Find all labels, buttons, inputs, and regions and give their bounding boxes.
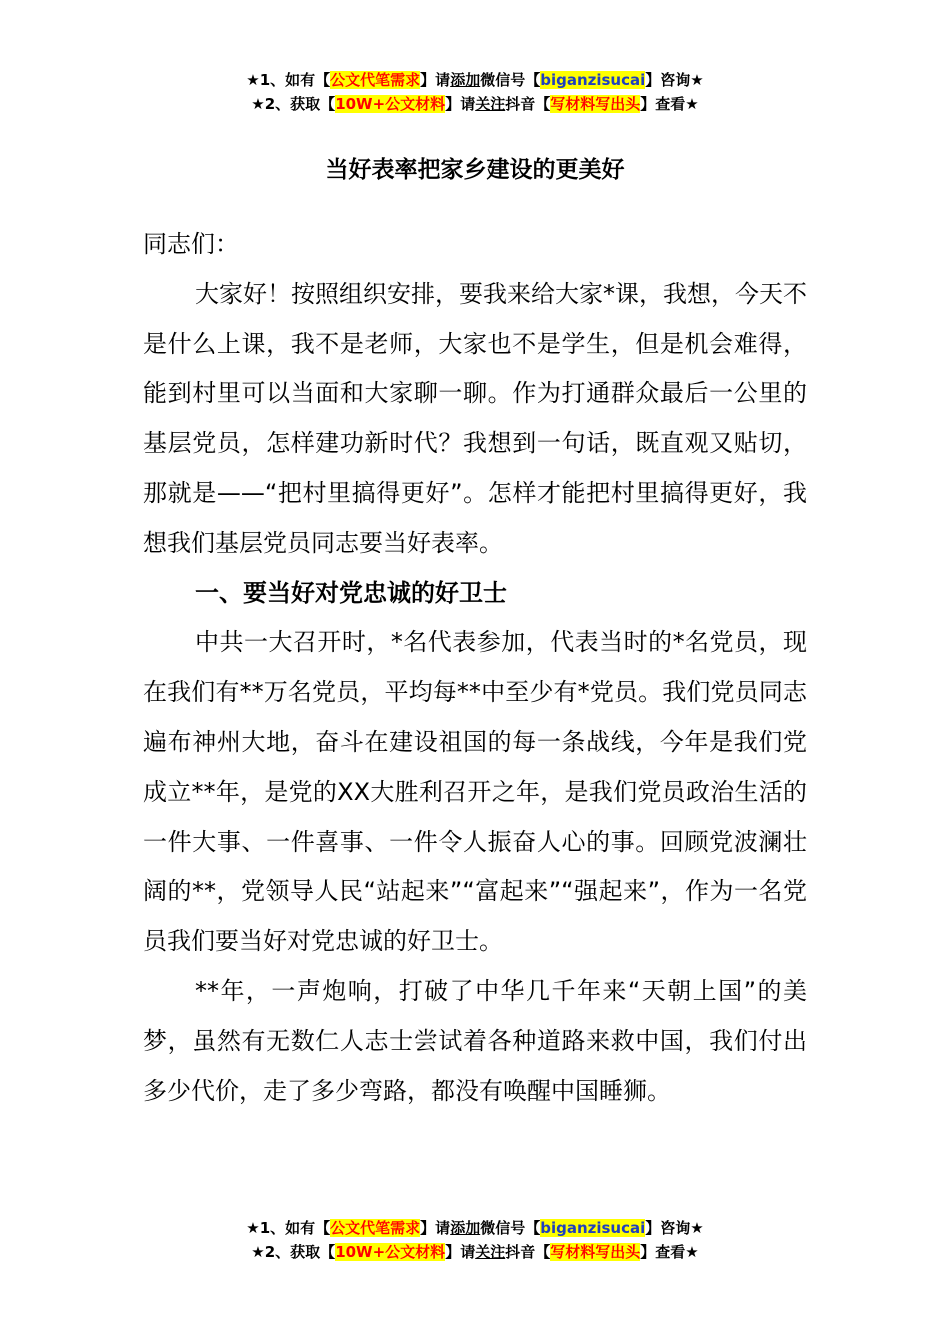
body-paragraph: **年，一声炮响，打破了中华几千年来“天朝上国”的美梦，虽然有无数仁人志士尝试着各种道路来救中国，我们付出多少代价，走了多少弯路，都没有唤醒中国睡狮。 [143,976,807,1105]
document-title: 当好表率把家乡建设的更美好 [325,157,625,183]
banner-text: 1、如有【 [259,1219,331,1237]
banner-line-1 [0,1216,950,1240]
banner-text: 1、如有【 [259,71,331,89]
banner-line-2 [0,1240,950,1264]
salutation: 同志们： [143,230,239,258]
star-icon: ★ [246,1219,260,1237]
banner-text: 2、获取【 [264,1243,336,1261]
banner-text: 抖音【 [505,1243,551,1261]
header-banner [0,68,950,116]
banner-text: 】请 [445,1243,476,1261]
banner-underlined-text: 添加 [450,71,481,89]
banner-text: 】查看★ [640,95,699,113]
star-icon: ★ [251,1243,265,1261]
body-paragraph: 中共一大召开时，*名代表参加，代表当时的*名党员，现在我们有**万名党员，平均每**中至少有*党员。我们党员同志遍布神州大地，奋斗在建设祖国的每一条战线，今年是我们党成立**年，是党的XX大胜利召开之年，是我们党员政治生活的一件大事、一件喜事、一件令人振奋人心的事。回顾党波澜壮阔的**，党领导人民“站起来”“富起来”“强起来”，作为一名党员我们要当好对党忠诚的好卫士。 [143,628,807,956]
banner-text: 】请 [420,1219,451,1237]
footer-banner [0,1216,950,1264]
wechat-id: biganzisucai [540,71,646,89]
banner-line-2 [0,92,950,116]
document-body [143,220,807,1116]
banner-text: 微信号【 [480,1219,541,1237]
star-icon: ★ [246,71,260,89]
section-heading: 一、要当好对党忠诚的好卫士 [195,578,507,607]
star-icon: ★ [251,95,265,113]
douyin-account: 写材料写出头 [550,95,641,113]
banner-text: 】查看★ [640,1243,699,1261]
highlight-service: 公文代笔需求 [330,1219,421,1237]
banner-underlined-text: 关注 [475,95,506,113]
banner-text: 】咨询★ [645,71,704,89]
banner-underlined-text: 添加 [450,1219,481,1237]
banner-text: 微信号【 [480,71,541,89]
banner-text: 2、获取【 [264,95,336,113]
banner-text: 】请 [420,71,451,89]
banner-underlined-text: 关注 [475,1243,506,1261]
banner-text: 抖音【 [505,95,551,113]
highlight-service: 公文代笔需求 [330,71,421,89]
highlight-materials: 10W+公文材料 [335,1243,446,1261]
body-paragraph: 大家好！按照组织安排，要我来给大家*课，我想，今天不是什么上课，我不是老师，大家也不是学生，但是机会难得，能到村里可以当面和大家聊一聊。作为打通群众最后一公里的基层党员，怎样建功新时代？我想到一句话，既直观又贴切，那就是——“把村里搞得更好”。怎样才能把村里搞得更好，我想我们基层党员同志要当好表率。 [143,279,807,557]
douyin-account: 写材料写出头 [550,1243,641,1261]
wechat-id: biganzisucai [540,1219,646,1237]
banner-text: 】请 [445,95,476,113]
highlight-materials: 10W+公文材料 [335,95,446,113]
banner-line-1 [0,68,950,92]
banner-text: 】咨询★ [645,1219,704,1237]
